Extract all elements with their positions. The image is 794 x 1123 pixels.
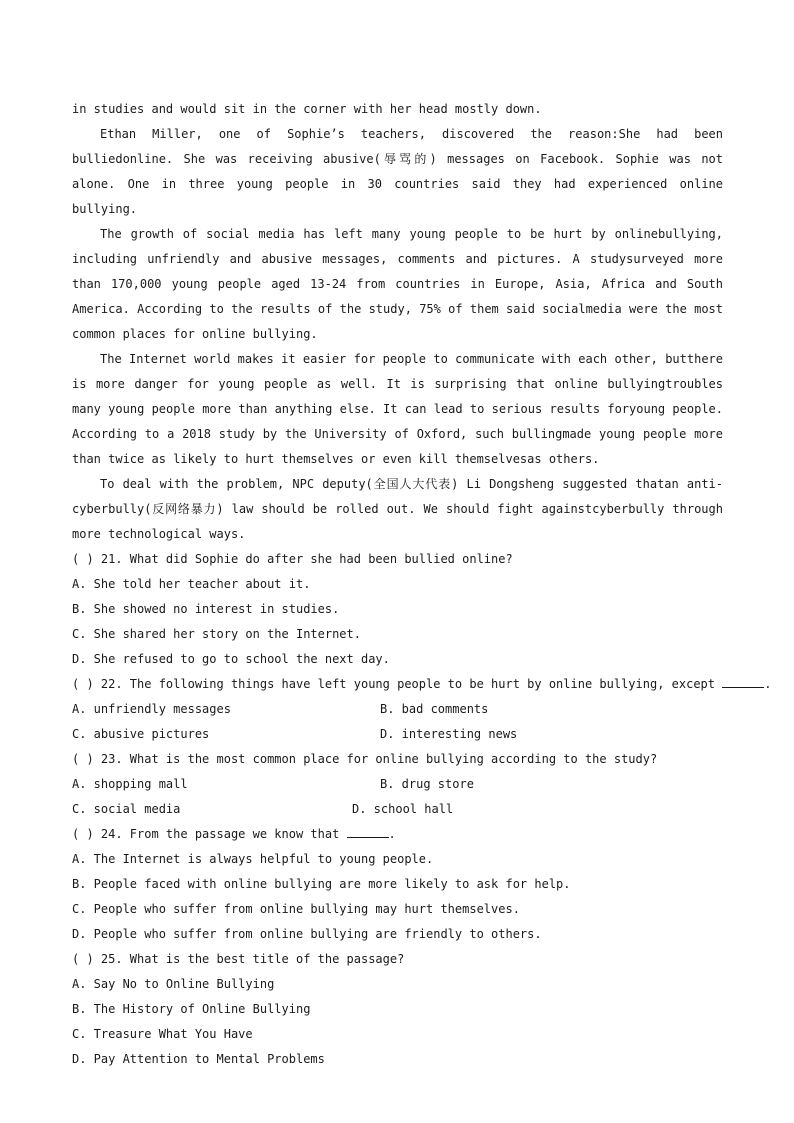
question-22-stem-line: [72, 672, 772, 697]
question-22-options-row-2: [72, 722, 723, 747]
question-22-option-a: A. unfriendly messages: [72, 702, 231, 716]
question-25-stem: ( ) 25. What is the best title of the passage?: [72, 952, 405, 966]
question-24-stem-line: [72, 822, 723, 847]
answer-blank: [722, 677, 764, 688]
question-23-options-row-1: [72, 772, 723, 797]
question-22-option-c: C. abusive pictures: [72, 727, 210, 741]
question-23: [72, 747, 723, 822]
question-22-options-row-1: [72, 697, 723, 722]
question-24-option-b: B. People faced with online bullying are more likely to ask for help.: [72, 877, 571, 891]
question-24-option-a: A. The Internet is always helpful to young people.: [72, 852, 434, 866]
question-23-option-b: B. drug store: [380, 777, 474, 791]
question-22-option-b: B. bad comments: [380, 702, 489, 716]
question-23-option-a: A. shopping mall: [72, 777, 188, 791]
question-25: [72, 947, 723, 1072]
question-22-stem: ( ) 22. The following things have left young people to be hurt by online bullying, except: [72, 677, 715, 691]
passage-paragraph-0: in studies and would sit in the corner with her head mostly down.: [72, 102, 542, 116]
question-22-stem-end: .: [764, 677, 772, 691]
question-23-options-row-2: [72, 797, 723, 822]
reading-passage: [72, 97, 772, 1072]
question-23-option-c: C. social media: [72, 802, 181, 816]
question-23-stem: ( ) 23. What is the most common place for online bullying according to the study?: [72, 752, 658, 766]
passage-paragraph-4: To deal with the problem, NPC deputy(全国人大代表) Li Dongsheng suggested thatan anti-cyberbully(反网络暴力) law should be rolled out. We should fight againstcyberbully through more technological ways.: [72, 477, 723, 541]
question-25-option-c: C. Treasure What You Have: [72, 1027, 253, 1041]
question-21-option-d: D. She refused to go to school the next day.: [72, 652, 390, 666]
question-24-option-d: D. People who suffer from online bullying are friendly to others.: [72, 927, 542, 941]
question-24-option-c: C. People who suffer from online bullying may hurt themselves.: [72, 902, 520, 916]
question-21-option-c: C. She shared her story on the Internet.: [72, 627, 361, 641]
question-22: [72, 672, 772, 747]
passage-paragraph-3: The Internet world makes it easier for people to communicate with each other, butthere is more danger for young people as well. It is surprising that online bullyingtroubles many young people more than anything else. It can lead to serious results foryoung people. According to a 2018 study by the University of Oxford, such bullingmade young people more than twice as likely to hurt themselves or even kill themselvesas others.: [72, 352, 723, 466]
question-22-option-d: D. interesting news: [380, 727, 518, 741]
question-24: [72, 822, 723, 947]
answer-blank: [347, 827, 389, 838]
question-25-option-d: D. Pay Attention to Mental Problems: [72, 1052, 325, 1066]
question-21-stem: ( ) 21. What did Sophie do after she had been bullied online?: [72, 552, 513, 566]
question-21-option-b: B. She showed no interest in studies.: [72, 602, 340, 616]
passage-paragraph-2: The growth of social media has left many young people to be hurt by onlinebullying, including unfriendly and abusive messages, comments and pictures. A studysurveyed more than 170,000 young people aged 13-24 from countries in Europe, Asia, Africa and South America. According to the results of the study, 75% of them said socialmedia were the most common places for online bullying.: [72, 227, 723, 341]
question-24-stem: ( ) 24. From the passage we know that: [72, 827, 340, 841]
question-24-stem-end: .: [388, 827, 396, 841]
question-21-option-a: A. She told her teacher about it.: [72, 577, 311, 591]
question-21: [72, 547, 723, 672]
question-25-option-b: B. The History of Online Bullying: [72, 1002, 311, 1016]
question-25-option-a: A. Say No to Online Bullying: [72, 977, 275, 991]
passage-paragraph-1: Ethan Miller, one of Sophie’s teachers, discovered the reason:She had been bulliedonline. She was receiving abusive(辱骂的) messages on Facebook. Sophie was not alone. One in three young people in 30 countries said they had experienced online bullying.: [72, 127, 723, 216]
question-23-option-d: D. school hall: [352, 802, 454, 816]
